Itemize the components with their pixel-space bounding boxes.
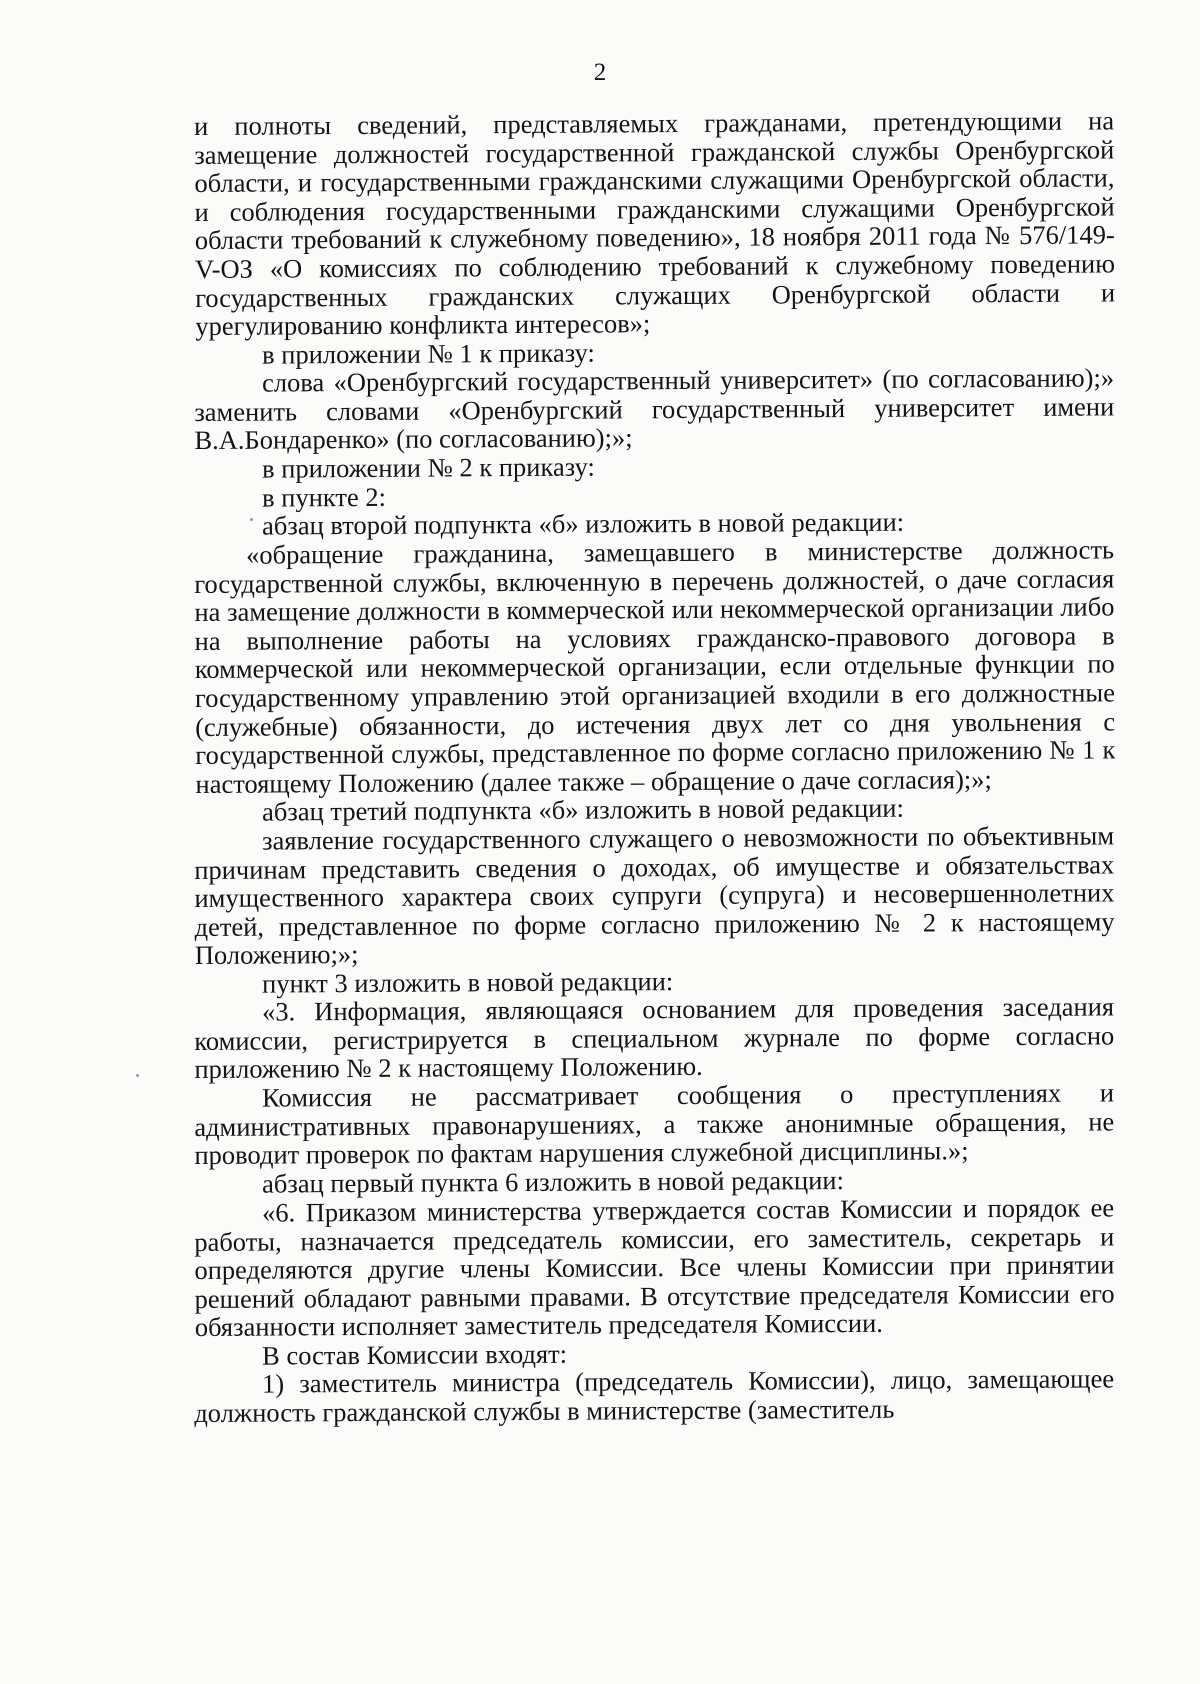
paragraph-citizen-request: «обращение гражданина, замещавшего в министерстве должность государственной службы, включенную в перечень должностей, о даче согласия на замещение должности в коммерческой или некоммерческой организации либо на выполнение работы на условиях гражданско-правового договора в коммерческой или некоммерческой организации, если отдельные функции по государственному управлению этой организацией входили в его должностные (служебные) обязанности, до истечения двух лет со дня увольнения с государственной службы, представленное по форме согласно приложению № 1 к настоящему Положению (далее также – обращение о даче согласия);»;: [194, 534, 1116, 799]
paragraph-statement: заявление государственного служащего о невозможности по объективным причинам представить сведения о доходах, об имуществе и обязательствах имущественного характера своих супруги (супруга) и несовершеннолетних детей, представленное по форме согласно приложению № 2 к настоящему Положению;»;: [194, 820, 1115, 971]
paragraph-information: «3. Информация, являющаяся основанием для проведения заседания комиссии, регистрируется в специальном журнале по форме согласно приложению № 2 к настоящему Положению.: [194, 991, 1115, 1085]
paragraph-appendix-1: в приложении № 1 к приказу:: [261, 337, 595, 370]
paragraph-appendix-2: в приложении № 2 к приказу:: [261, 451, 595, 484]
paragraph-clause-2: в пункте 2:: [261, 481, 387, 513]
paragraph-composition-heading: В состав Комиссии входят:: [261, 1338, 568, 1371]
document-body: [194, 58, 1114, 1427]
paragraph-commission-not-consider: Комиссия не рассматривает сообщения о преступлениях и административных правонарушениях, а также анонимные обращения, не проводит проверок по фактам нарушения служебной дисциплины.»;: [194, 1077, 1115, 1171]
paragraph-subclause-b-second: абзац второй подпункта «б» изложить в новой редакции:: [261, 506, 905, 541]
paragraph-replace-words: слова «Оренбургский государственный университет» (по согласованию);» заменить словами «Оренбургский государственный университет имени В.А.Бондаренко» (по согласованию);»;: [194, 362, 1115, 456]
paragraph-subclause-b-third: абзац третий подпункта «б» изложить в новой редакции:: [261, 792, 905, 827]
paragraph-order-composition: «6. Приказом министерства утверждается состав Комиссии и порядок ее работы, назначается председатель комиссии, его заместитель, секретарь и определяются другие члены Комиссии. Все члены Комиссии при принятии решений обладают равными правами. В отсутствие председателя Комиссии его обязанности исполняет заместитель председателя Комиссии.: [194, 1191, 1115, 1342]
paragraph-item-1: 1) заместитель министра (председатель Комиссии), лицо, замещающее должность гражданской службы в министерстве (заместитель: [194, 1363, 1115, 1428]
scan-artifact: [136, 1074, 139, 1077]
paragraph-clause-3: пункт 3 изложить в новой редакции:: [261, 965, 674, 999]
paragraph-clause-6: абзац первый пункта 6 изложить в новой редакции:: [261, 1164, 844, 1199]
paragraph-intro: и полноты сведений, представляемых гражданами, претендующими на замещение должностей государственной гражданской службы Оренбургской области, и государственными гражданскими служащими Оренбургской области, и соблюдения государственными гражданскими служащими Оренбургской области требований к служебному поведению», 18 ноября 2011 года № 576/149-V-ОЗ «О комиссиях по соблюдению требований к служебному поведению государственных гражданских служащих Оренбургской области и урегулированию конфликта интересов»;: [193, 105, 1116, 342]
page-number: 2: [593, 59, 607, 86]
scan-artifact: [250, 518, 253, 521]
